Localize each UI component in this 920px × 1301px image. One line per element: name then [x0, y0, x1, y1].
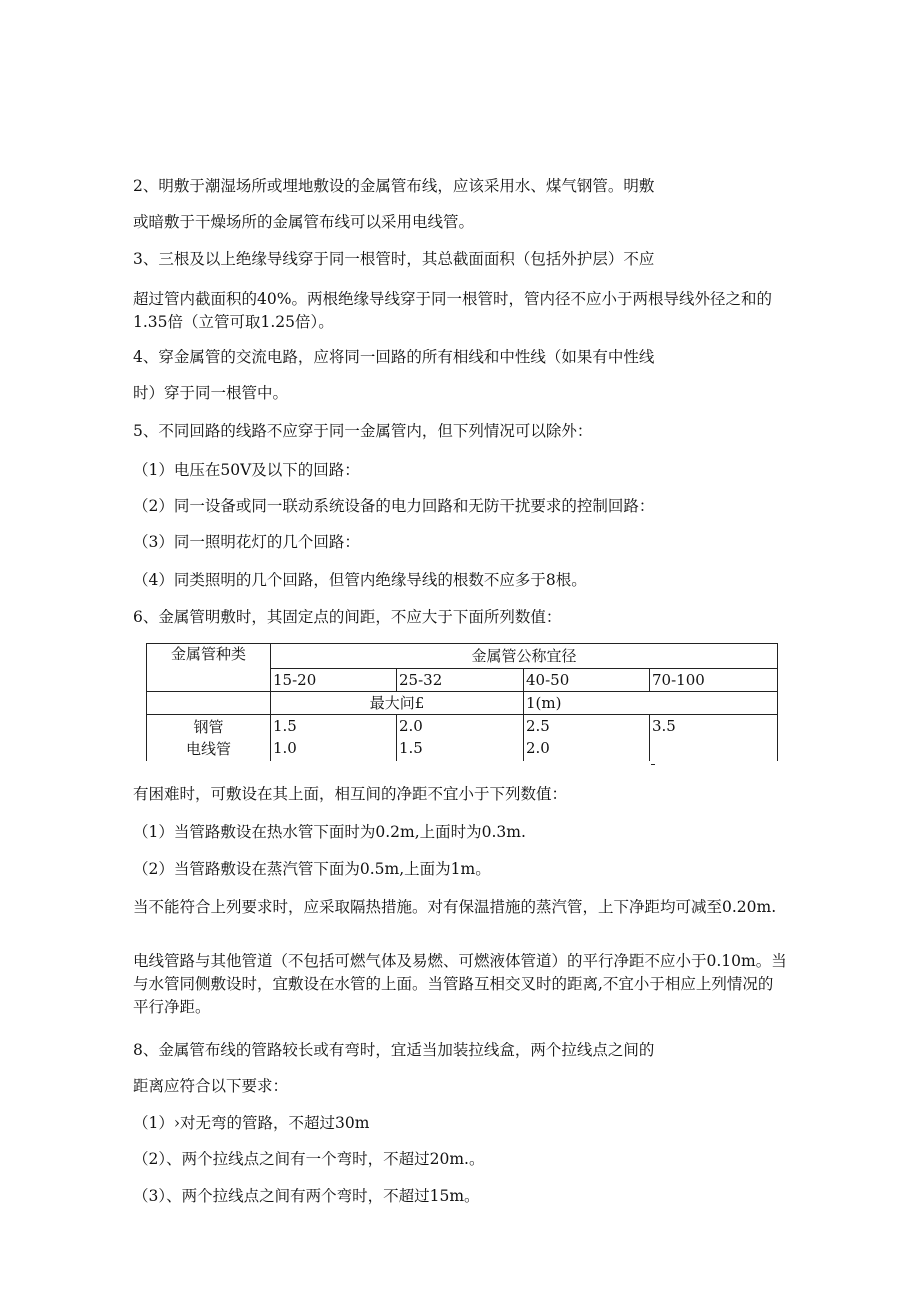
paragraph-5: 5、不同回路的线路不应穿于同一金属管内，但下列情况可以除外： — [133, 422, 593, 440]
paragraph-2-line-2: 或暗敷于干燥场所的金属管布线可以采用电线管。 — [133, 213, 475, 231]
paragraph-3-line-1: 3、三根及以上绝缘导线穿于同一根管时，其总截面面积（包括外护层）不应 — [133, 250, 655, 268]
type-header-spacer — [147, 669, 271, 692]
type-steel: 钢管 — [193, 718, 224, 736]
values-cell — [397, 715, 524, 762]
conduit-value: 1.5 — [399, 739, 423, 757]
steel-value: 2.0 — [399, 717, 423, 735]
diameter-cell: 25-32 — [397, 669, 524, 692]
conduit-value: 2.0 — [526, 739, 550, 757]
steel-value: 2.5 — [526, 717, 550, 735]
steel-value: 1.5 — [273, 717, 297, 735]
list-item-5-4: （4）同类照明的几个回路，但管内绝缘导线的根数不应多于8根。 — [133, 571, 587, 589]
paragraph-3-line-2: 超过管内截面积的40%。两根绝缘导线穿于同一根管时，管内径不应小于两根导线外径之和的1.35倍（立管可取1.25倍）。 — [133, 290, 772, 331]
values-cell — [271, 715, 397, 762]
conduit-value: 1.0 — [273, 739, 297, 757]
type-names-cell — [147, 715, 271, 762]
paragraph-4-line-2: 时）穿于同一根管中。 — [133, 384, 289, 402]
spacing-table — [146, 643, 778, 761]
values-cell — [650, 715, 778, 762]
type-header-cell — [147, 644, 271, 669]
diameter-header-cell — [271, 644, 778, 669]
diameter-cell: 15-20 — [271, 669, 397, 692]
steel-value: 3.5 — [652, 717, 676, 735]
pull-box-item-3: （3）、两个拉线点之间有两个弯时，不超过15m。 — [133, 1187, 480, 1205]
pull-box-item-2: （2）、两个拉线点之间有一个弯时，不超过20m.。 — [133, 1150, 485, 1168]
list-item-5-1: （1）电压在50V及以下的回路： — [133, 461, 360, 479]
type-conduit: 电线管 — [185, 740, 231, 758]
max-label-a-cell — [271, 692, 524, 715]
max-label-b-cell — [524, 692, 778, 715]
diameter-cell: 70-100 — [650, 669, 778, 692]
pull-box-item-1: （1）›对无弯的管路，不超过30m — [133, 1114, 370, 1132]
list-item-5-2: （2）同一设备或同一联动系统设备的电力回路和无防干扰要求的控制回路： — [133, 497, 655, 515]
after-table-line-1: 有困难时，可敷设在其上面，相互间的净距不宜小于下列数值： — [133, 785, 568, 803]
paragraph-6: 6、金属管明敷时，其固定点的间距，不应大于下面所列数值： — [133, 608, 562, 626]
list-item-5-3: （3）同一照明花灯的几个回路： — [133, 533, 360, 551]
max-label-b: 1(m) — [526, 694, 562, 712]
max-label-spacer — [147, 692, 271, 715]
paragraph-2-line-1: 2、明敷于潮湿场所或埋地敷设的金属管布线，应该采用水、煤气钢管。明敷 — [133, 177, 655, 195]
diameter-cell: 40-50 — [524, 669, 650, 692]
insulation-note: 当不能符合上列要求时，应采取隔热措施。对有保温措施的蒸汽管，上下净距均可减至0.20m. — [133, 898, 777, 916]
clearance-item-2: （2）当管路敷设在蒸汽管下面为0.5m,上面为1m。 — [133, 860, 491, 878]
parallel-clearance-note: 电线管路与其他管道（不包括可燃气体及易燃、可燃液体管道）的平行净距不应小于0.10m。当与水管同侧敷设时，宜敷设在水管的上面。当管路互相交叉时的距离,不宜小于相应上列情况的平行净距。 — [133, 952, 787, 1016]
values-cell — [524, 715, 650, 762]
max-label-a: 最大问£ — [369, 694, 425, 712]
clearance-item-1: （1）当管路敷设在热水管下面时为0.2m,上面时为0.3m. — [133, 823, 526, 841]
diameter-header: 金属管公称宜径 — [471, 647, 577, 665]
paragraph-8-line-2: 距离应符合以下要求： — [133, 1077, 289, 1095]
type-header: 金属管种类 — [170, 645, 246, 663]
table-mark — [651, 764, 655, 765]
paragraph-4-line-1: 4、穿金属管的交流电路，应将同一回路的所有相线和中性线（如果有中性线 — [133, 348, 655, 366]
paragraph-8-line-1: 8、金属管布线的管路较长或有弯时，宜适当加装拉线盒，两个拉线点之间的 — [133, 1041, 655, 1059]
